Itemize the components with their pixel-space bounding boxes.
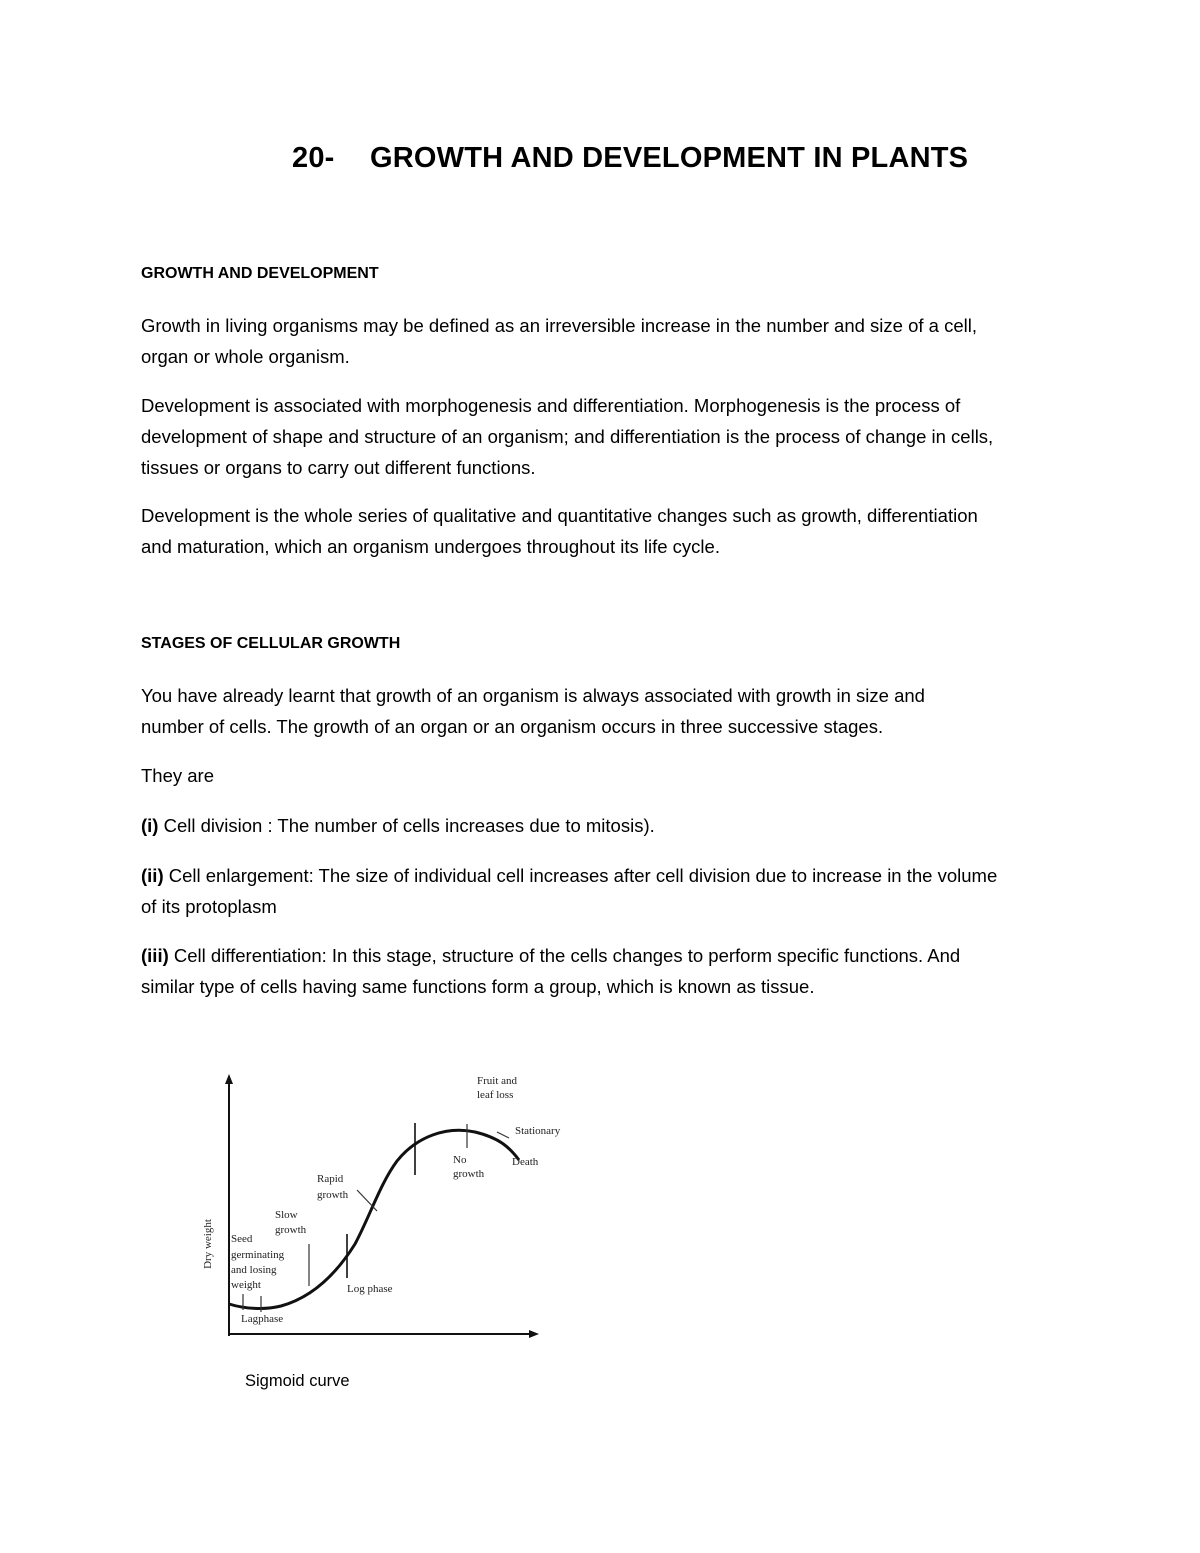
stationary-pointer [497,1132,509,1138]
text-line: development of shape and structure of an organism; and differentiation is the process of change in cells, [141,426,994,447]
label-stationary: Stationary [515,1125,561,1137]
growth-curve [229,1130,519,1308]
label-fruit-line2: leaf loss [477,1089,514,1101]
paragraph-stage-cell-enlargement [141,860,1071,922]
chapter-title-text: GROWTH AND DEVELOPMENT IN PLANTS [370,142,969,174]
paragraph-stage-cell-differentiation [141,940,1071,1002]
label-slow-line1: Slow [275,1209,298,1221]
text-line [141,940,1071,971]
x-axis-arrow [529,1330,539,1338]
label-rapid-line2: growth [317,1189,349,1201]
text-line: tissues or organs to carry out different functions. [141,457,536,478]
text-line: organ or whole organism. [141,346,350,367]
stage-number: (ii) [141,865,164,886]
stage-text: Cell differentiation: In this stage, structure of the cells changes to perform specific functions. And [168,945,961,966]
text-line [141,860,1071,891]
label-death: Death [512,1156,539,1168]
label-seed-line4: weight [231,1279,261,1291]
y-axis-label: Dry weight [202,1219,214,1269]
label-no-growth-line1: No [453,1154,467,1166]
text-line: number of cells. The growth of an organ or an organism occurs in three successive stages. [141,716,884,737]
paragraph-stages-intro [141,680,1071,742]
paragraph-stage-cell-division [141,810,1071,841]
label-rapid-line1: Rapid [317,1173,344,1185]
text-line: of its protoplasm [141,896,277,917]
label-seed-line3: and losing [231,1264,277,1276]
section-heading-stages: STAGES OF CELLULAR GROWTH [141,635,401,652]
text-line: Development is associated with morphogenesis and differentiation. Morphogenesis is the process of [141,395,961,416]
chapter-number: 20- [292,142,335,174]
text-line: You have already learnt that growth of an organism is always associated with growth in size and [141,685,925,706]
label-fruit-line1: Fruit and [477,1075,518,1087]
text-line: Development is the whole series of qualitative and quantitative changes such as growth, differentiation [141,505,978,526]
stage-number: (iii) [141,945,169,966]
label-seed-line2: germinating [231,1249,285,1261]
label-slow-line2: growth [275,1224,307,1236]
label-lag-phase: Lagphase [241,1313,284,1325]
text-line: They are [141,765,215,786]
chapter-title [292,142,968,175]
label-seed-line1: Seed [231,1233,253,1245]
paragraph-development-morphogenesis [141,390,1071,483]
stage-text: Cell division : The number of cells increases due to mitosis). [158,815,655,836]
paragraph-development-series [141,500,1071,562]
figure-caption: Sigmoid curve [245,1372,350,1390]
section-heading-growth: GROWTH AND DEVELOPMENT [141,265,379,282]
stage-number: (i) [141,815,159,836]
text-line: and maturation, which an organism undergoes throughout its life cycle. [141,536,720,557]
y-axis-arrow [225,1074,233,1084]
text-line: similar type of cells having same functions form a group, which is known as tissue. [141,976,815,997]
paragraph-growth-definition [141,310,1071,372]
sigmoid-curve-figure [185,1066,585,1366]
text-line: Growth in living organisms may be defined as an irreversible increase in the number and size of a cell, [141,315,977,336]
text-line [141,810,1071,841]
label-no-growth-line2: growth [453,1168,485,1180]
stage-text: Cell enlargement: The size of individual cell increases after cell division due to increase in the volume [163,865,998,886]
label-log-phase: Log phase [347,1283,393,1295]
paragraph-they-are [141,760,1071,791]
